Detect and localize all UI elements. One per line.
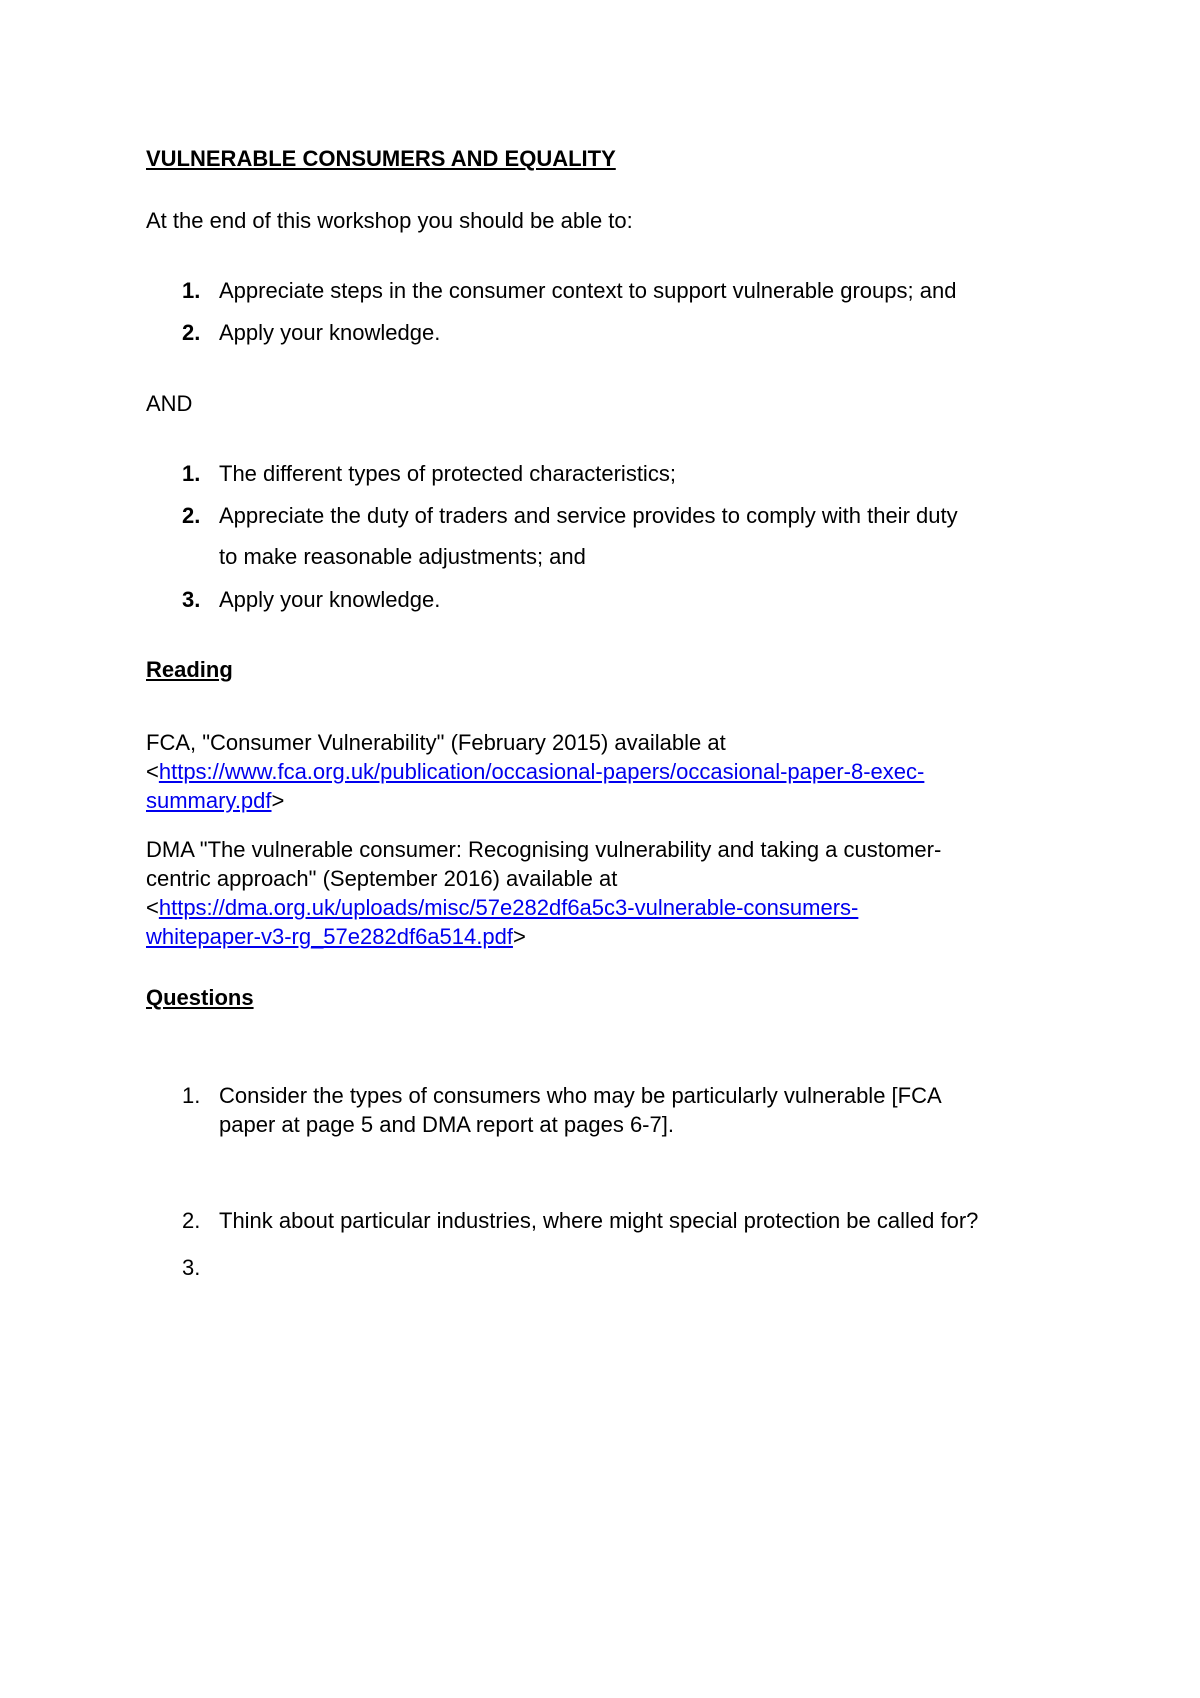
questions-heading: Questions [146, 985, 254, 1010]
angle-open: < [146, 759, 159, 784]
reading-ref-1-url-line1 [146, 757, 924, 786]
angle-close: > [512, 924, 526, 949]
reading-ref-2-url-line1 [146, 893, 941, 922]
list2-number-2: 2. [182, 503, 201, 528]
list2-item-2-line2: to make reasonable adjustments; and [219, 544, 586, 569]
question-number-2: 2. [182, 1208, 201, 1233]
fca-paper-link[interactable]: https://www.fca.org.uk/publication/occasional-papers/occasional-paper-8-exec- [158, 759, 925, 784]
list2-number-3: 3. [182, 587, 201, 612]
question-1 [219, 1081, 942, 1139]
list1-item-1: Appreciate steps in the consumer context to support vulnerable groups; and [219, 278, 957, 303]
question-1-line1: Consider the types of consumers who may be particularly vulnerable [FCA [219, 1083, 942, 1108]
dma-whitepaper-link[interactable]: https://dma.org.uk/uploads/misc/57e282df6a5c3-vulnerable-consumers- [158, 895, 859, 920]
question-number-3: 3. [182, 1255, 201, 1280]
reading-ref-2-line2: centric approach" (September 2016) available at [146, 866, 618, 891]
angle-close: > [271, 788, 285, 813]
list2-item-2-line1: Appreciate the duty of traders and service provides to comply with their duty [219, 503, 958, 528]
list2-item-1: The different types of protected characteristics; [219, 461, 676, 486]
list1-number-2: 2. [182, 320, 201, 345]
question-1-line2: paper at page 5 and DMA report at pages 6-7]. [219, 1112, 674, 1137]
list2-item-3: Apply your knowledge. [219, 587, 441, 612]
list1-item-2: Apply your knowledge. [219, 320, 441, 345]
list2-number-1: 1. [182, 461, 201, 486]
reading-ref-2 [146, 835, 941, 951]
reading-ref-2-url-line2 [146, 922, 941, 951]
document-title: VULNERABLE CONSUMERS AND EQUALITY [146, 146, 616, 171]
reading-ref-1-url-line2 [146, 786, 924, 815]
and-label: AND [146, 391, 193, 416]
question-2: Think about particular industries, where might special protection be called for? [219, 1208, 979, 1233]
reading-ref-1 [146, 728, 924, 815]
fca-paper-link-cont[interactable]: summary.pdf [146, 788, 272, 813]
reading-ref-1-line1: FCA, "Consumer Vulnerability" (February 2015) available at [146, 730, 726, 755]
angle-open: < [146, 895, 159, 920]
intro-text: At the end of this workshop you should be able to: [146, 208, 633, 233]
reading-ref-2-line1: DMA "The vulnerable consumer: Recognising vulnerability and taking a customer- [146, 837, 942, 862]
question-number-1: 1. [182, 1083, 201, 1108]
reading-heading: Reading [146, 657, 233, 682]
list1-number-1: 1. [182, 278, 201, 303]
dma-whitepaper-link-cont[interactable]: whitepaper-v3-rg_57e282df6a514.pdf [146, 924, 513, 949]
